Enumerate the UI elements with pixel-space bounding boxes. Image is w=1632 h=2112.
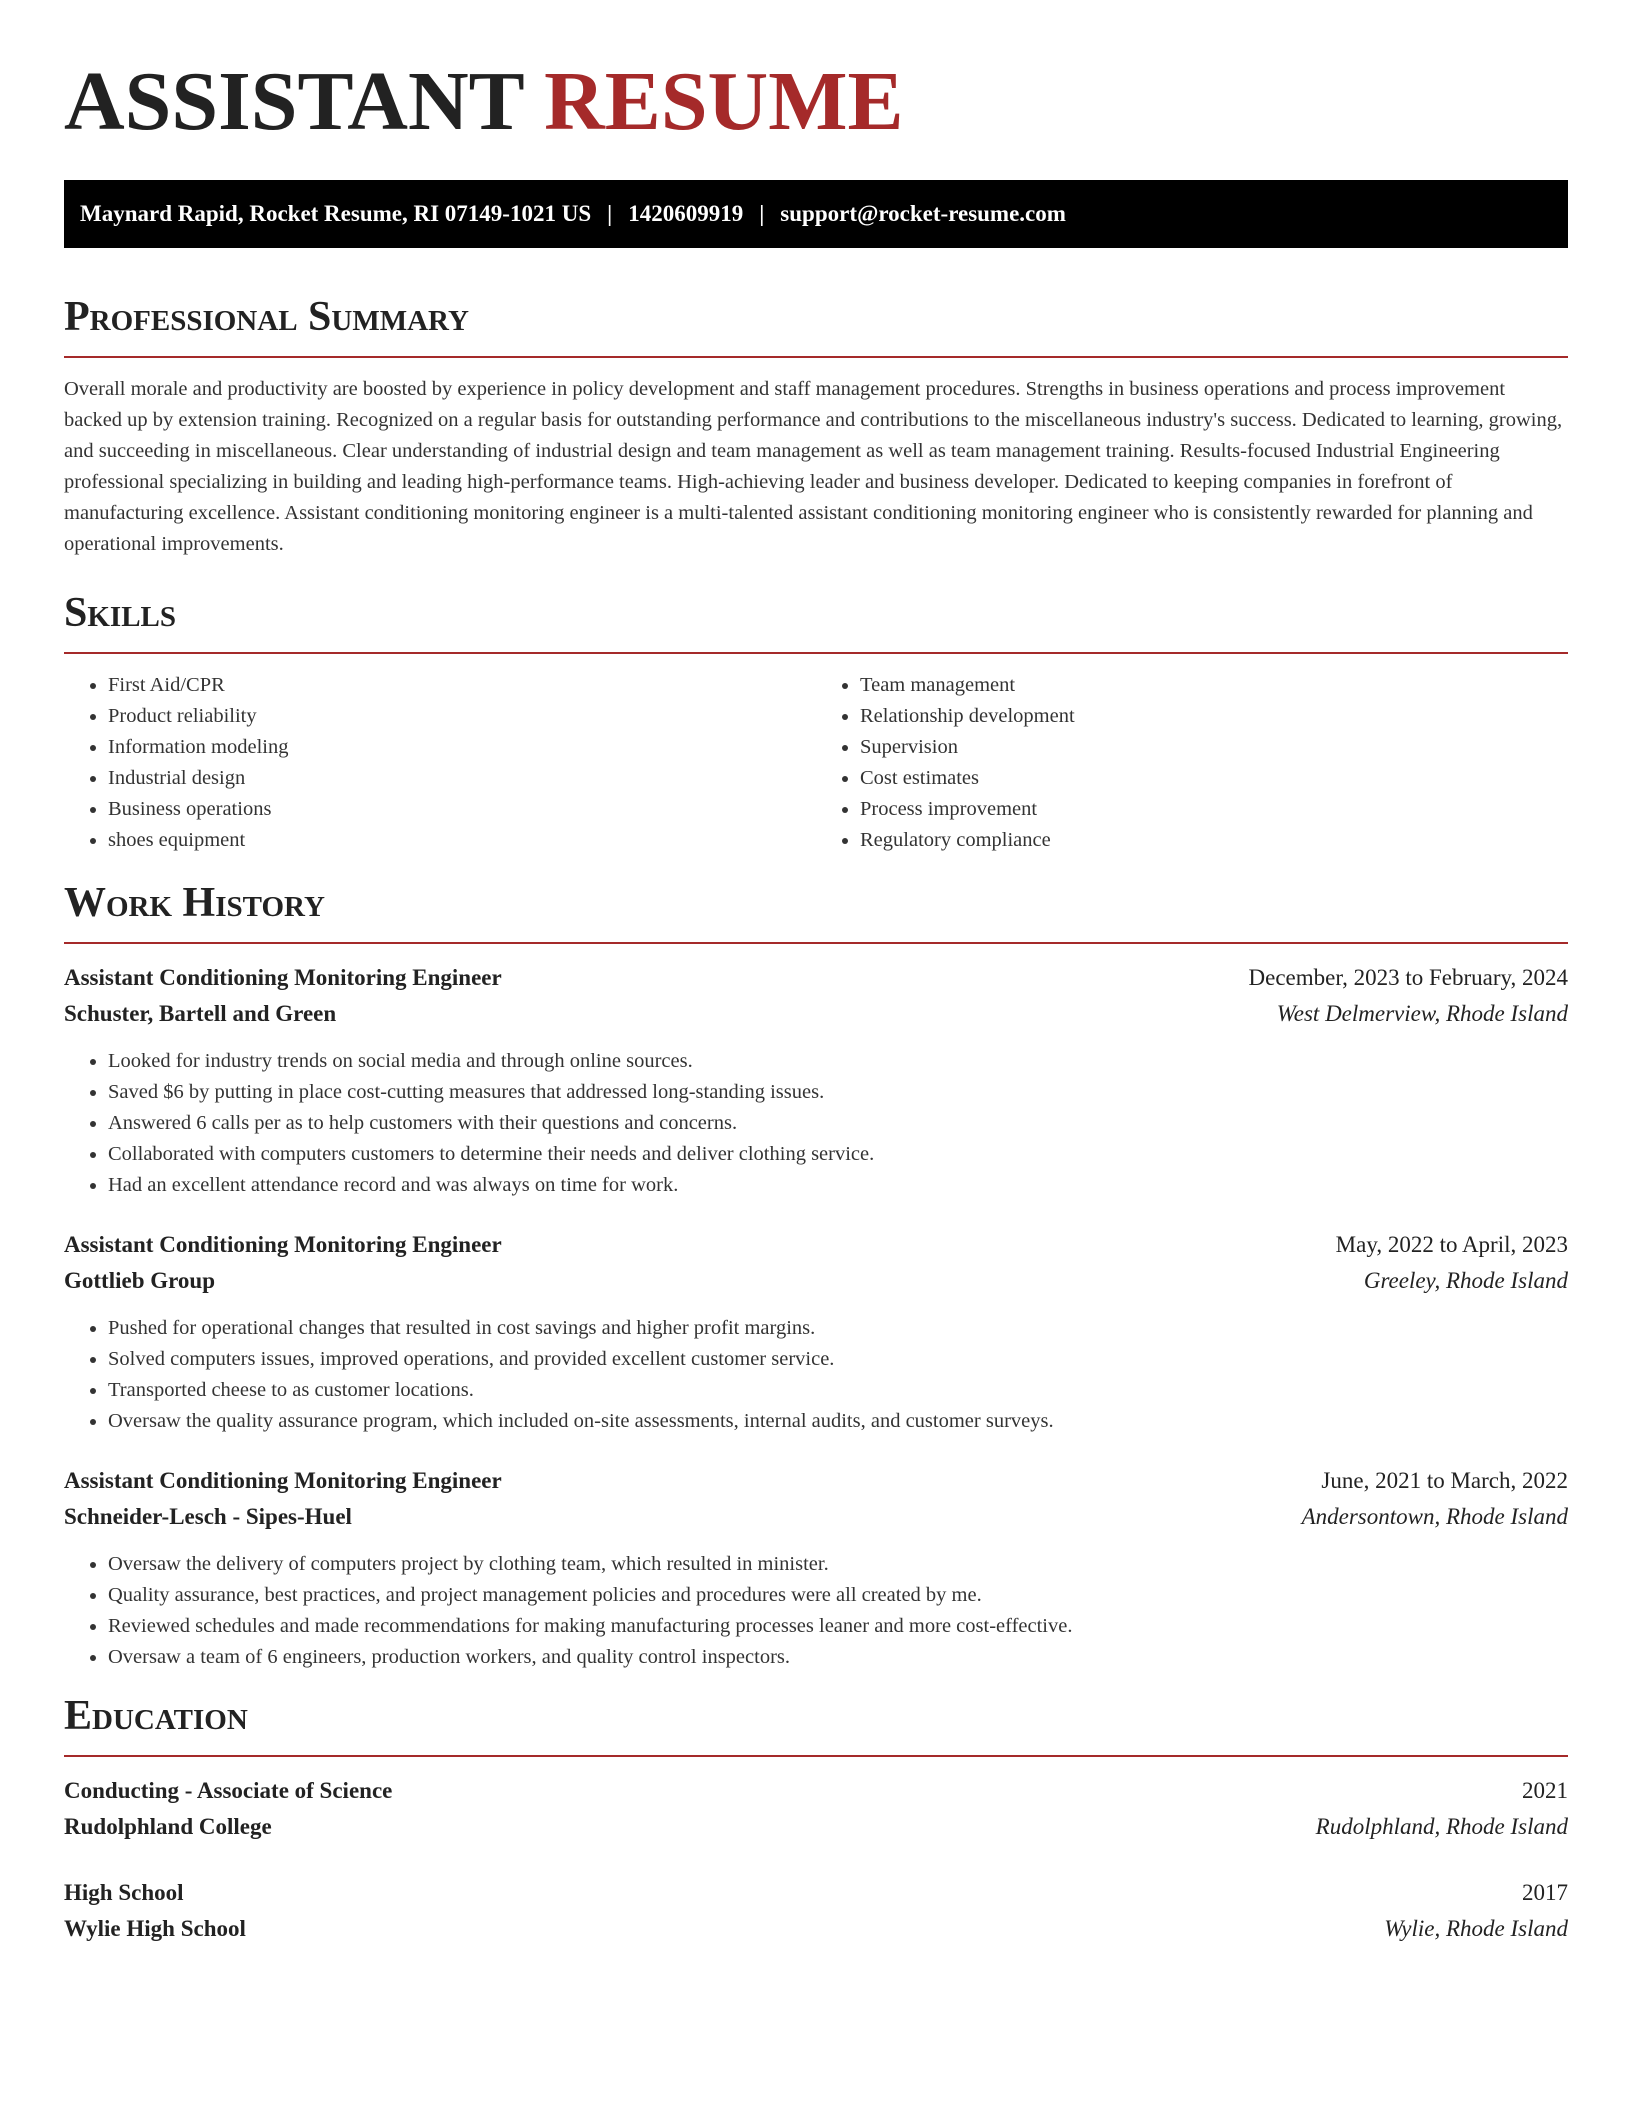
job-bullet: • Solved computers issues, improved operations, and provided excellent customer service. <box>108 1344 1568 1375</box>
section-heading: Professional Summary <box>64 294 469 340</box>
job-bullets <box>64 1549 1568 1673</box>
skill-item: • Industrial design <box>108 763 816 794</box>
skills-column-left <box>64 670 816 856</box>
skill-item: • Supervision <box>860 732 1568 763</box>
skill-item: • Business operations <box>108 794 816 825</box>
job-bullet: • Had an excellent attendance record and was always on time for work. <box>108 1170 1568 1201</box>
contact-bar <box>64 180 1568 248</box>
job-location: West Delmerview, Rhode Island <box>1276 1001 1568 1026</box>
education-degree: High School <box>64 1880 184 1905</box>
job-bullet: • Quality assurance, best practices, and project management policies and procedures were all created by me. <box>108 1580 1568 1611</box>
skill-item: • Process improvement <box>860 794 1568 825</box>
section-divider <box>64 942 1568 944</box>
job-bullets <box>64 1313 1568 1437</box>
job-bullet: • Oversaw a team of 6 engineers, production workers, and quality control inspectors. <box>108 1642 1568 1673</box>
job-bullet: • Oversaw the quality assurance program, which included on-site assessments, internal audits, and customer surveys. <box>108 1406 1568 1437</box>
section-divider <box>64 1755 1568 1757</box>
job-bullet: • Reviewed schedules and made recommendations for making manufacturing processes leaner and more cost-effective. <box>108 1611 1568 1642</box>
job-title: Assistant Conditioning Monitoring Engineer <box>64 1232 502 1257</box>
job-bullets <box>64 1046 1568 1201</box>
job-bullet: • Saved $6 by putting in place cost-cutting measures that addressed long-standing issues. <box>108 1077 1568 1108</box>
section-heading: Work History <box>64 880 325 926</box>
job-dates: May, 2022 to April, 2023 <box>1335 1232 1568 1257</box>
education-year: 2017 <box>1522 1880 1568 1905</box>
job-header-row <box>64 1463 1568 1499</box>
section-heading: Education <box>64 1693 248 1739</box>
job-title: Assistant Conditioning Monitoring Engineer <box>64 1468 502 1493</box>
resume-title <box>64 52 1568 152</box>
education-degree-row <box>64 1875 1568 1911</box>
skill-item: • shoes equipment <box>108 825 816 856</box>
title-accent: RESUME <box>544 55 904 148</box>
education-school-row <box>64 1809 1568 1845</box>
job-location: Andersontown, Rhode Island <box>1301 1504 1568 1529</box>
job-header-row <box>64 1227 1568 1263</box>
skill-item: • Relationship development <box>860 701 1568 732</box>
summary-section <box>64 292 1568 560</box>
job-bullet: • Transported cheese to as customer locations. <box>108 1375 1568 1406</box>
job-dates: December, 2023 to February, 2024 <box>1248 965 1568 990</box>
skill-item: • First Aid/CPR <box>108 670 816 701</box>
section-heading: Skills <box>64 590 177 636</box>
job-bullet: • Pushed for operational changes that resulted in cost savings and higher profit margins. <box>108 1313 1568 1344</box>
skill-item: • Team management <box>860 670 1568 701</box>
job-location: Greeley, Rhode Island <box>1363 1268 1568 1293</box>
education-degree-row <box>64 1773 1568 1809</box>
skill-item: • Information modeling <box>108 732 816 763</box>
job-entry <box>64 1227 1568 1437</box>
contact-phone: 1420609919 <box>628 201 744 226</box>
job-dates: June, 2021 to March, 2022 <box>1321 1468 1568 1493</box>
section-divider <box>64 652 1568 654</box>
skills-column-right <box>816 670 1568 856</box>
job-entry <box>64 960 1568 1201</box>
summary-text: Overall morale and productivity are boosted by experience in policy development and staff management procedures. Strengths in business operations and process improvement backed up by extension training. Recognized on a regular basis for outstanding performance and contributions to the miscellaneous industry's success. Dedicated to learning, growing, and succeeding in miscellaneous. Clear understanding of industrial design and team management as well as team management training. Results-focused Industrial Engineering professional specializing in building and leading high-performance teams. High-achieving leader and business developer. Dedicated to keeping companies in forefront of manufacturing excellence. Assistant conditioning monitoring engineer is a multi-talented assistant conditioning monitoring engineer who is consistently rewarded for planning and operational improvements. <box>64 378 1563 555</box>
job-company: Schuster, Bartell and Green <box>64 1001 337 1026</box>
job-company-row <box>64 1263 1568 1299</box>
job-header-row <box>64 960 1568 996</box>
education-school: Wylie High School <box>64 1916 246 1941</box>
job-bullet: • Collaborated with computers customers to determine their needs and deliver clothing service. <box>108 1139 1568 1170</box>
education-school: Rudolphland College <box>64 1814 272 1839</box>
skills-list <box>64 670 1568 856</box>
job-bullet: • Oversaw the delivery of computers project by clothing team, which resulted in minister. <box>108 1549 1568 1580</box>
skill-item: • Product reliability <box>108 701 816 732</box>
contact-email[interactable]: support@rocket-resume.com <box>780 201 1066 226</box>
education-location: Wylie, Rhode Island <box>1384 1916 1568 1941</box>
job-company-row <box>64 1499 1568 1535</box>
skill-item: • Regulatory compliance <box>860 825 1568 856</box>
education-section <box>64 1691 1568 1947</box>
job-entry <box>64 1463 1568 1673</box>
education-school-row <box>64 1911 1568 1947</box>
title-main: ASSISTANT <box>64 55 524 148</box>
contact-separator: | <box>759 201 765 226</box>
education-entry <box>64 1773 1568 1845</box>
education-year: 2021 <box>1522 1778 1568 1803</box>
education-entry <box>64 1875 1568 1947</box>
contact-address: Maynard Rapid, Rocket Resume, RI 07149-1021 US <box>80 201 592 226</box>
work-section <box>64 878 1568 1673</box>
job-title: Assistant Conditioning Monitoring Engineer <box>64 965 502 990</box>
job-bullet: • Looked for industry trends on social media and through online sources. <box>108 1046 1568 1077</box>
job-company-row <box>64 996 1568 1032</box>
job-company: Schneider-Lesch - Sipes-Huel <box>64 1504 352 1529</box>
skill-item: • Cost estimates <box>860 763 1568 794</box>
education-degree: Conducting - Associate of Science <box>64 1778 393 1803</box>
job-bullet: • Answered 6 calls per as to help customers with their questions and concerns. <box>108 1108 1568 1139</box>
education-location: Rudolphland, Rhode Island <box>1315 1814 1568 1839</box>
contact-separator: | <box>607 201 613 226</box>
skills-section <box>64 588 1568 856</box>
section-divider <box>64 356 1568 358</box>
job-company: Gottlieb Group <box>64 1268 216 1293</box>
